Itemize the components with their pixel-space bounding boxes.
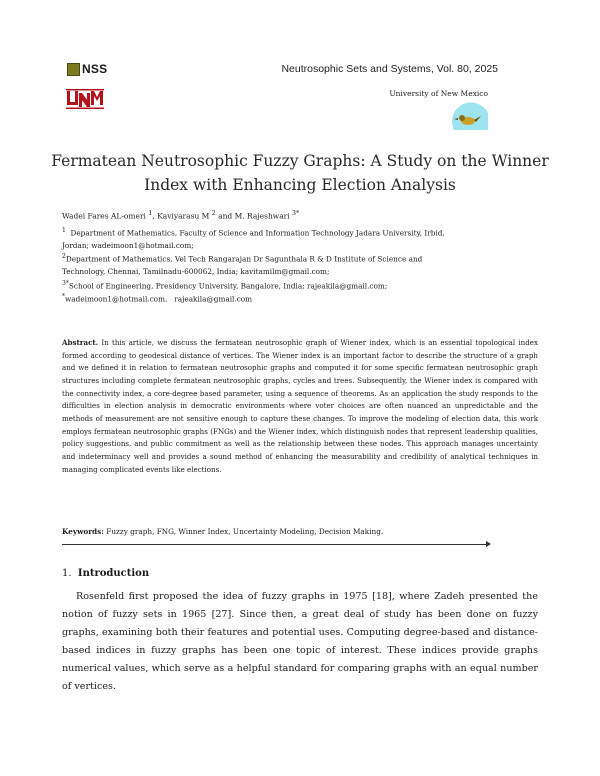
author-list	[62, 210, 299, 221]
roadrunner-logo	[450, 100, 488, 130]
nss-logo-mark	[67, 63, 80, 76]
keywords-label: Keywords:	[62, 527, 104, 536]
section-number: 1.	[62, 568, 72, 579]
corresponding-emails	[62, 290, 502, 305]
paper-title	[40, 149, 560, 197]
abstract	[62, 337, 538, 476]
title-line-1: Fermatean Neutrosophic Fuzzy Graphs: A Study on the Winner	[51, 152, 549, 170]
unm-logo	[66, 88, 104, 110]
author-1: Wadei Fares AL-omeri	[62, 211, 146, 221]
journal-name: Neutrosophic Sets and Systems, Vol. 80, 2025	[281, 63, 498, 75]
corresponding-sup: *	[62, 293, 66, 300]
separator-rule	[62, 544, 488, 545]
author-1-sup: 1	[148, 210, 153, 217]
abstract-label: Abstract.	[62, 338, 99, 347]
affiliation-2	[62, 250, 502, 278]
nss-logo-text: NSS	[82, 62, 108, 76]
affiliation-1-line-1: Department of Mathematics, Faculty of Science and Information Technology Jadara University, Irbid,	[70, 228, 445, 238]
section-title: Introduction	[77, 568, 150, 579]
author-3: M. Rajeshwari	[234, 211, 290, 221]
affiliation-2-line-2: Technology, Chennai, Tamilnadu-600062, India; kavitamilm@gmail.com;	[62, 267, 330, 277]
affiliation-2-sup: 2	[62, 253, 66, 260]
university-name: University of New Mexico	[389, 89, 488, 98]
author-2: Kaviyarasu M	[157, 211, 210, 221]
abstract-text: In this article, we discuss the fermatean neutrosophic graph of Wiener index, which is an essential topological index formed according to geodesical distance of vertices. The Wiener index is an important factor to describe the structure of a graph and we defined it in relation to fermatean neutrosophic graphs and computed it for some specific fermatean neutrosophic graph structures including complete fermatean neutrosophic graphs, cycles and trees. Subsequently, the Wiener index is compared with the connectivity index, a core-degree based parameter, using a sequence of theorems. As an application the study responds to the difficulties in election analysis in democratic environments where voter choices are often nuanced an unpredictable and the methods of measurement are not sensitive enough to capture these changes. To improve the modeling of election data, this work employs fermatean neutrosophic graphs (FNGs) and the Wiener index, which distinguish nodes that represent leadership qualities, policy suggestions, and public commitment as well as the relationship between these nodes. This approach manages uncertainty and indeterminacy well and provides a sound method of enhancing the measurability and credibility of analytical techniques in managing complicated events like elections.	[62, 338, 538, 474]
author-separator: ,	[152, 211, 158, 221]
journal-logo	[67, 62, 107, 76]
affiliation-2-line-1: Department of Mathematics, Vel Tech Rangarajan Dr Sagunthala R & D Institute of Science and	[65, 254, 423, 264]
section-heading	[62, 568, 149, 579]
author-2-sup: 2	[211, 210, 216, 217]
affiliation-1-line-2: Jordan; wadeimoon1@hotmail.com;	[62, 241, 194, 251]
author-separator: and	[215, 211, 235, 221]
affiliation-3-sup: 3*	[62, 280, 69, 287]
separator-arrow-icon	[486, 541, 491, 547]
affiliation-3-line-1: School of Engineering, Presidency University, Bangalore, India; rajeakila@gmail.com;	[68, 281, 388, 291]
author-3-sup: 3*	[292, 210, 300, 217]
affiliation-1-sup: 1	[62, 227, 66, 234]
affiliation-1	[62, 224, 502, 252]
corresponding-emails-text: wadeimoon1@hotmail.com. rajeakila@gmail.com	[65, 294, 253, 304]
keywords	[62, 527, 383, 536]
title-line-2: Index with Enhancing Election Analysis	[144, 176, 456, 194]
keywords-text: Fuzzy graph, FNG, Winner Index, Uncertainty Modeling, Decision Making.	[106, 527, 384, 536]
intro-paragraph: Rosenfeld first proposed the idea of fuzzy graphs in 1975 [18], where Zadeh presented the notion of fuzzy sets in 1965 [27]. Since then, a great deal of study has been done on fuzzy graphs, examining both their features and potential uses. Computing degree-based and distance-based indices in fuzzy graphs has been one topic of interest. These indices provide graphs numerical values, which serve as a helpful standard for comparing graphs with an equal number of vertices.	[62, 591, 538, 693]
